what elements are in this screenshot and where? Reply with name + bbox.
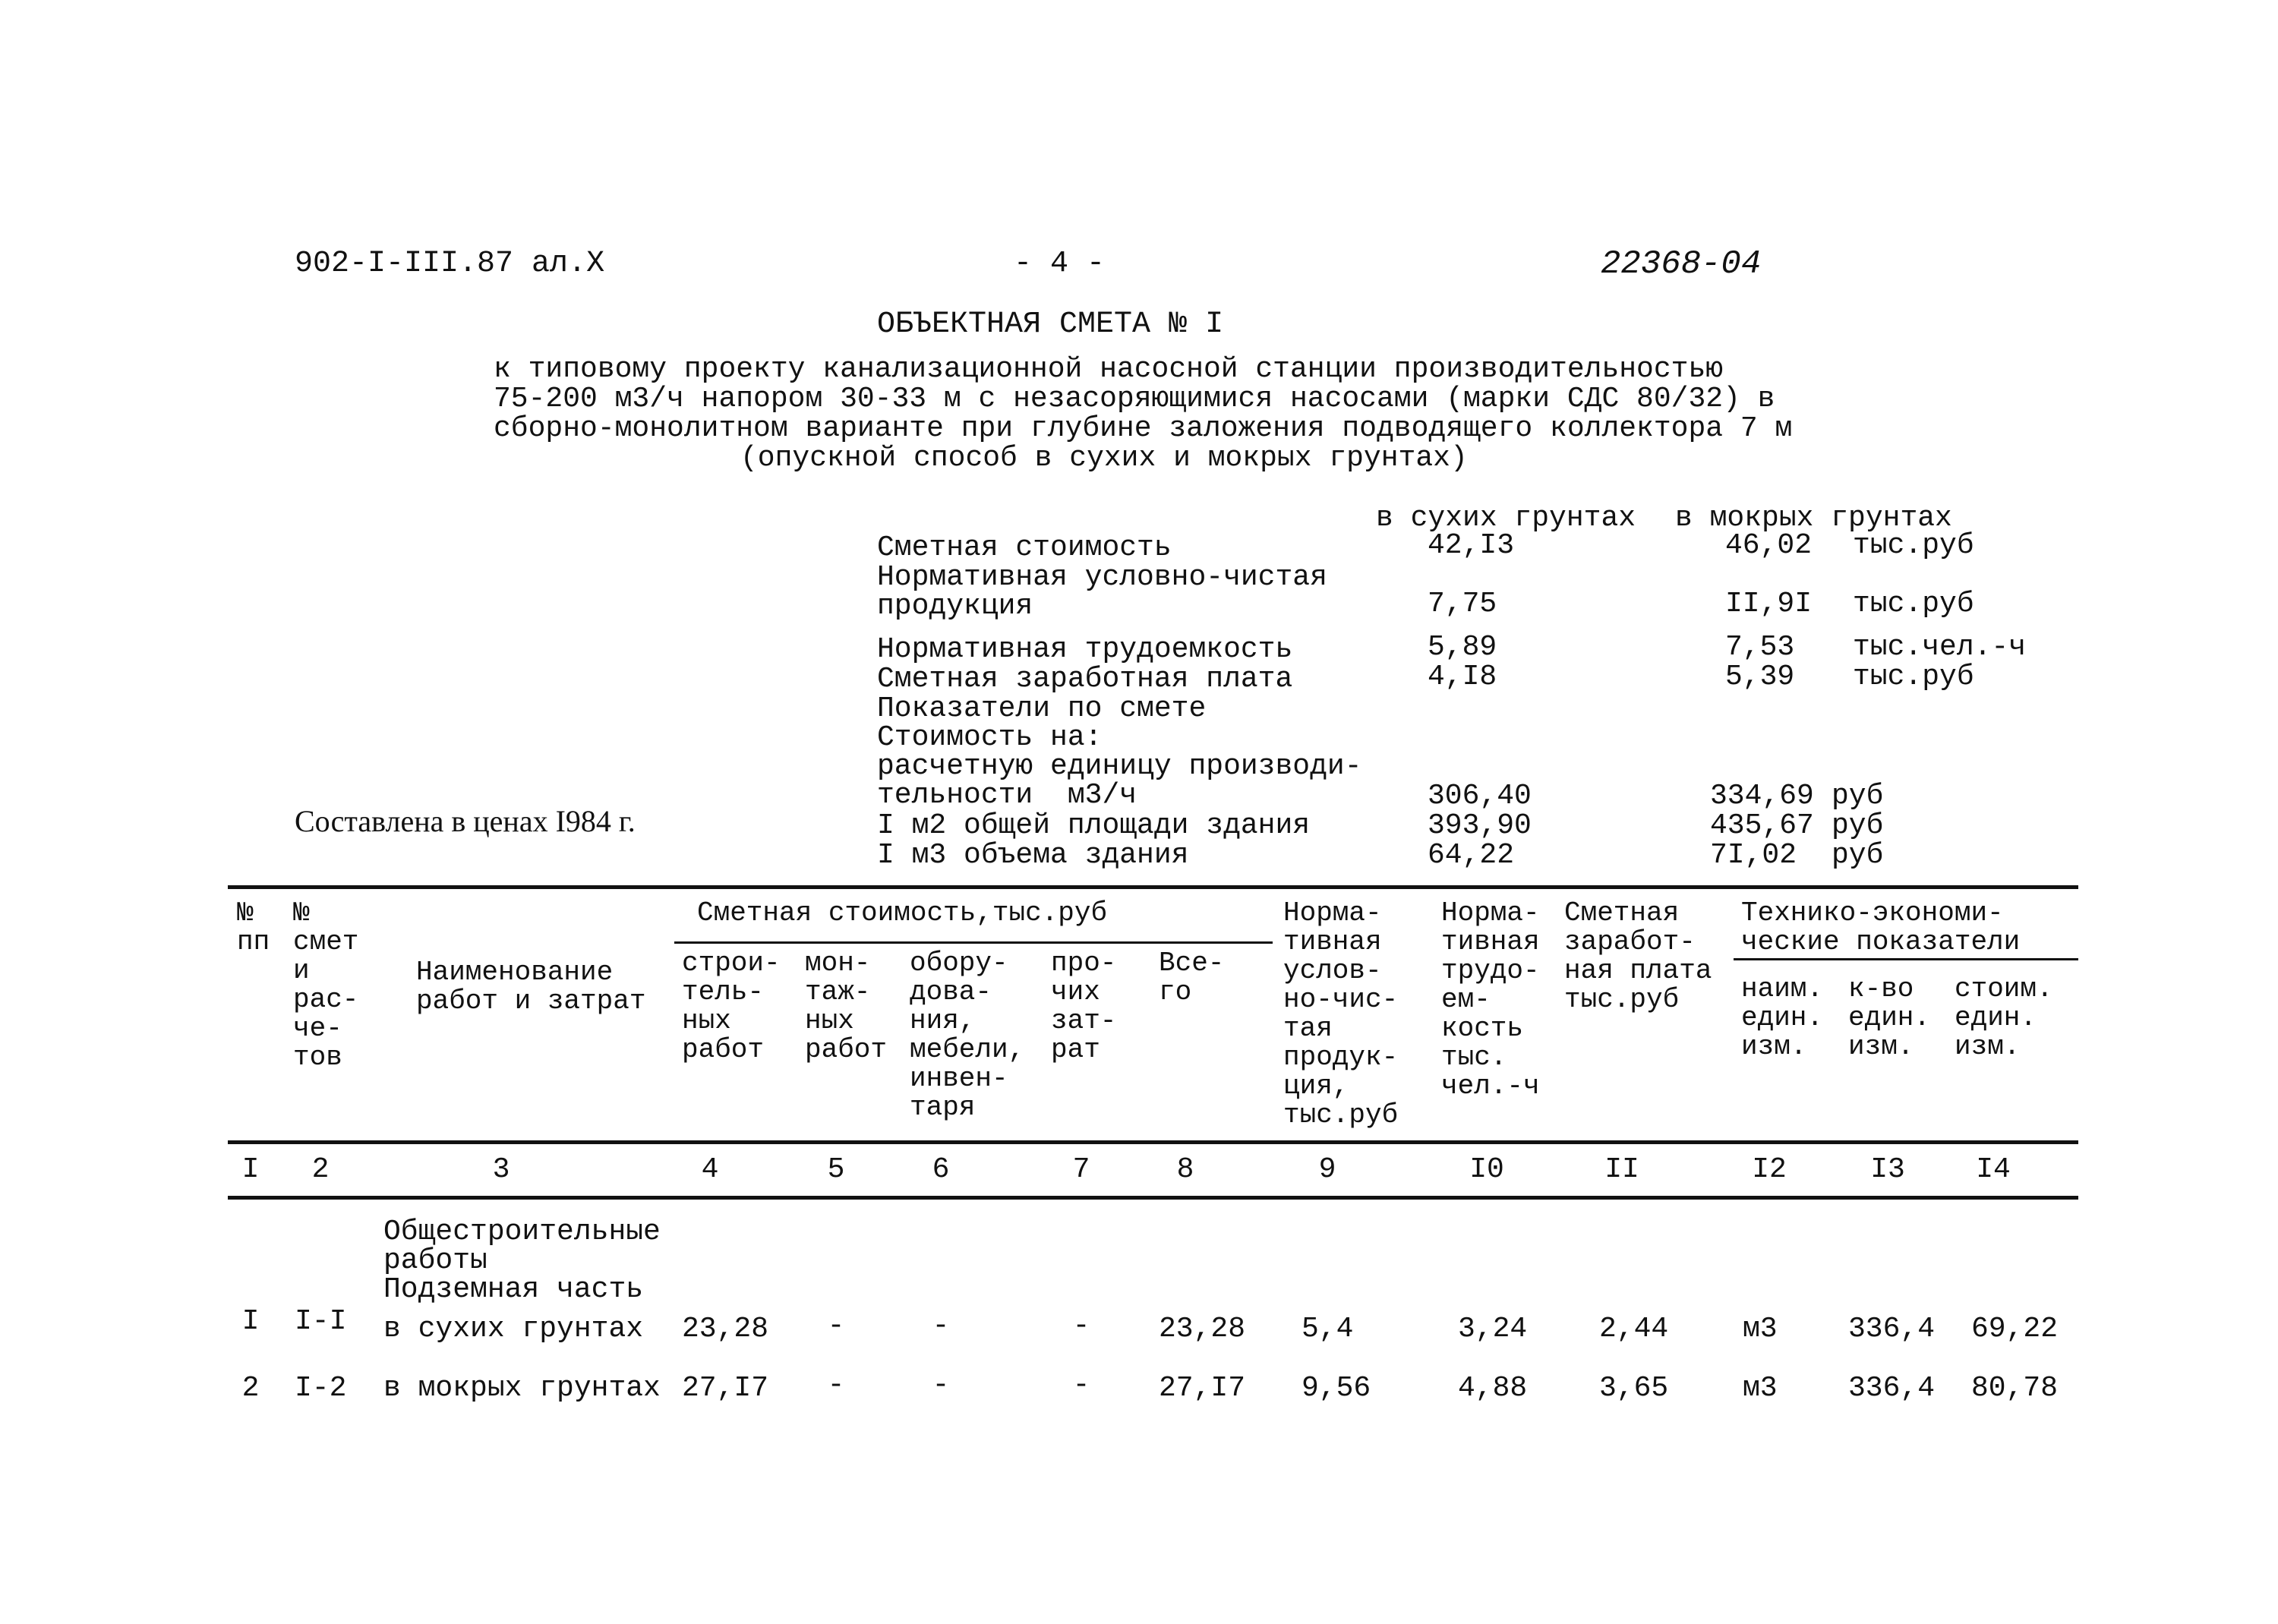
row-other: - bbox=[1072, 1369, 1090, 1402]
document-title: ОБЪЕКТНАЯ СМЕТА № I bbox=[877, 307, 1224, 342]
summary-value-wet: 7I,02 bbox=[1710, 839, 1797, 872]
col-number: I0 bbox=[1469, 1153, 1504, 1186]
summary-label: Показатели по смете Стоимость на: расчетную единицу производи- тельности м3/ч bbox=[877, 692, 1362, 812]
summary-unit: руб bbox=[1832, 839, 1884, 872]
row-equipment: - bbox=[932, 1369, 950, 1402]
col-header-installation: мон- таж- ных работ bbox=[805, 948, 888, 1065]
col-header-total: Все- го bbox=[1159, 948, 1225, 1008]
col-number: 2 bbox=[311, 1153, 330, 1186]
row-number: 2 bbox=[241, 1372, 260, 1405]
row-ref: I-2 bbox=[295, 1372, 347, 1405]
row-number: I bbox=[241, 1305, 260, 1338]
summary-value-dry: 306,40 bbox=[1428, 780, 1532, 812]
summary-label: I м3 объема здания bbox=[877, 839, 1189, 872]
row-unit-cost: 69,22 bbox=[1971, 1313, 2059, 1345]
summary-label: Нормативная условно-чистая продукция bbox=[877, 561, 1327, 623]
summary-value-wet: II,9I bbox=[1725, 588, 1813, 620]
summary-col-dry: в сухих грунтах bbox=[1376, 502, 1636, 535]
summary-value-dry: 42,I3 bbox=[1428, 529, 1515, 562]
row-wages: 3,65 bbox=[1599, 1372, 1669, 1405]
document-code: 902-I-III.87 ал.Х bbox=[295, 247, 605, 281]
row-net-product: 9,56 bbox=[1301, 1372, 1371, 1405]
col-number: I3 bbox=[1870, 1153, 1905, 1186]
row-unit-name: м3 bbox=[1743, 1372, 1778, 1405]
row-total: 27,I7 bbox=[1159, 1372, 1246, 1405]
col-number: 7 bbox=[1072, 1153, 1090, 1186]
cost-group-header: Сметная стоимость,тыс.руб bbox=[697, 897, 1108, 929]
summary-unit: тыс.руб bbox=[1853, 588, 1974, 620]
row-other: - bbox=[1072, 1310, 1090, 1342]
row-unit-cost: 80,78 bbox=[1971, 1372, 2059, 1405]
summary-value-dry: 393,90 bbox=[1428, 809, 1532, 842]
row-name: в мокрых грунтах bbox=[383, 1372, 661, 1405]
row-name: в сухих грунтах bbox=[383, 1313, 644, 1345]
row-total: 23,28 bbox=[1159, 1313, 1246, 1345]
summary-label: Сметная стоимость bbox=[877, 531, 1172, 564]
summary-value-wet: 334,69 bbox=[1710, 780, 1814, 812]
col-header-wages: Сметная заработ- ная плата тыс.руб bbox=[1564, 897, 1712, 1015]
summary-value-dry: 7,75 bbox=[1428, 588, 1497, 620]
row-net-product: 5,4 bbox=[1301, 1313, 1354, 1345]
col-header-construction: строи- тель- ных работ bbox=[682, 948, 781, 1065]
summary-unit: тыс.руб bbox=[1853, 661, 1974, 693]
row-unit-qty: 336,4 bbox=[1848, 1372, 1936, 1405]
col-number: II bbox=[1604, 1153, 1639, 1186]
summary-col-wet: в мокрых грунтах bbox=[1675, 502, 1952, 535]
col-number: 5 bbox=[827, 1153, 845, 1186]
col-header-no: № пп bbox=[237, 897, 270, 957]
summary-unit: руб bbox=[1832, 780, 1884, 812]
row-construction: 27,I7 bbox=[682, 1372, 769, 1405]
summary-value-dry: 4,I8 bbox=[1428, 661, 1497, 693]
registration-number: 22368-04 bbox=[1601, 245, 1762, 283]
col-number: 4 bbox=[701, 1153, 719, 1186]
col-header-unit-qty: к-во един. изм. bbox=[1848, 973, 1931, 1062]
col-header-equipment: обору- дова- ния, мебели, инвен- таря bbox=[910, 948, 1025, 1123]
col-number: I2 bbox=[1752, 1153, 1787, 1186]
section-title: Общестроительные работы Подземная часть bbox=[383, 1216, 661, 1306]
tech-group-rule bbox=[1734, 958, 2078, 960]
summary-label: I м2 общей площади здания bbox=[877, 809, 1311, 842]
tech-group-header: Технико-экономи- ческие показатели bbox=[1741, 897, 2021, 957]
summary-unit: тыс.чел.-ч bbox=[1853, 631, 2027, 664]
col-number: I bbox=[241, 1153, 260, 1186]
row-equipment: - bbox=[932, 1310, 950, 1342]
summary-unit: тыс.руб bbox=[1853, 529, 1974, 562]
summary-label: Сметная заработная плата bbox=[877, 663, 1293, 695]
prices-note: Составлена в ценах I984 г. bbox=[295, 804, 636, 838]
summary-value-wet: 46,02 bbox=[1725, 529, 1813, 562]
col-header-unit-name: наим. един. изм. bbox=[1741, 973, 1824, 1062]
summary-value-wet: 5,39 bbox=[1725, 661, 1795, 693]
col-number: 8 bbox=[1176, 1153, 1194, 1186]
summary-value-wet: 7,53 bbox=[1725, 631, 1795, 664]
row-installation: - bbox=[827, 1369, 845, 1402]
col-header-unit-cost: стоим. един. изм. bbox=[1955, 973, 2053, 1062]
cost-group-rule bbox=[674, 941, 1273, 944]
col-number: 3 bbox=[492, 1153, 510, 1186]
subtitle-line: (опускной способ в сухих и мокрых грунтах) bbox=[740, 442, 1468, 475]
page-number: - 4 - bbox=[1014, 247, 1106, 281]
subtitle-line: сборно-монолитном варианте при глубине заложения подводящего коллектора 7 м bbox=[494, 412, 1793, 445]
row-labor: 3,24 bbox=[1458, 1313, 1528, 1345]
header-bottom-rule bbox=[228, 1140, 2078, 1144]
row-labor: 4,88 bbox=[1458, 1372, 1528, 1405]
summary-unit: руб bbox=[1832, 809, 1884, 842]
row-unit-name: м3 bbox=[1743, 1313, 1778, 1345]
col-header-labor: Норма- тивная трудо- ем- кость тыс. чел.-ч bbox=[1441, 897, 1540, 1102]
subtitle-line: 75-200 м3/ч напором 30-33 м с незасоряющимися насосами (марки СДС 80/32) в bbox=[494, 383, 1775, 415]
summary-value-wet: 435,67 bbox=[1710, 809, 1814, 842]
colnum-bottom-rule bbox=[228, 1196, 2078, 1200]
summary-value-dry: 5,89 bbox=[1428, 631, 1497, 664]
summary-value-dry: 64,22 bbox=[1428, 839, 1515, 872]
subtitle-line: к типовому проекту канализационной насосной станции производительностью bbox=[494, 353, 1724, 386]
row-unit-qty: 336,4 bbox=[1848, 1313, 1936, 1345]
table-top-rule bbox=[228, 885, 2078, 889]
summary-label: Нормативная трудоемкость bbox=[877, 633, 1293, 666]
col-header-net-product: Норма- тивная услов- но-чис- тая продук- ция, тыс.руб bbox=[1283, 897, 1399, 1130]
col-header-ref: № смет и рас- че- тов bbox=[293, 897, 359, 1073]
row-construction: 23,28 bbox=[682, 1313, 769, 1345]
col-header-name: Наименование работ и затрат bbox=[416, 957, 646, 1017]
col-number: I4 bbox=[1976, 1153, 2011, 1186]
row-installation: - bbox=[827, 1310, 845, 1342]
col-number: 6 bbox=[932, 1153, 950, 1186]
col-header-other: про- чих зат- рат bbox=[1051, 948, 1117, 1065]
row-wages: 2,44 bbox=[1599, 1313, 1669, 1345]
col-number: 9 bbox=[1318, 1153, 1336, 1186]
row-ref: I-I bbox=[295, 1305, 347, 1338]
